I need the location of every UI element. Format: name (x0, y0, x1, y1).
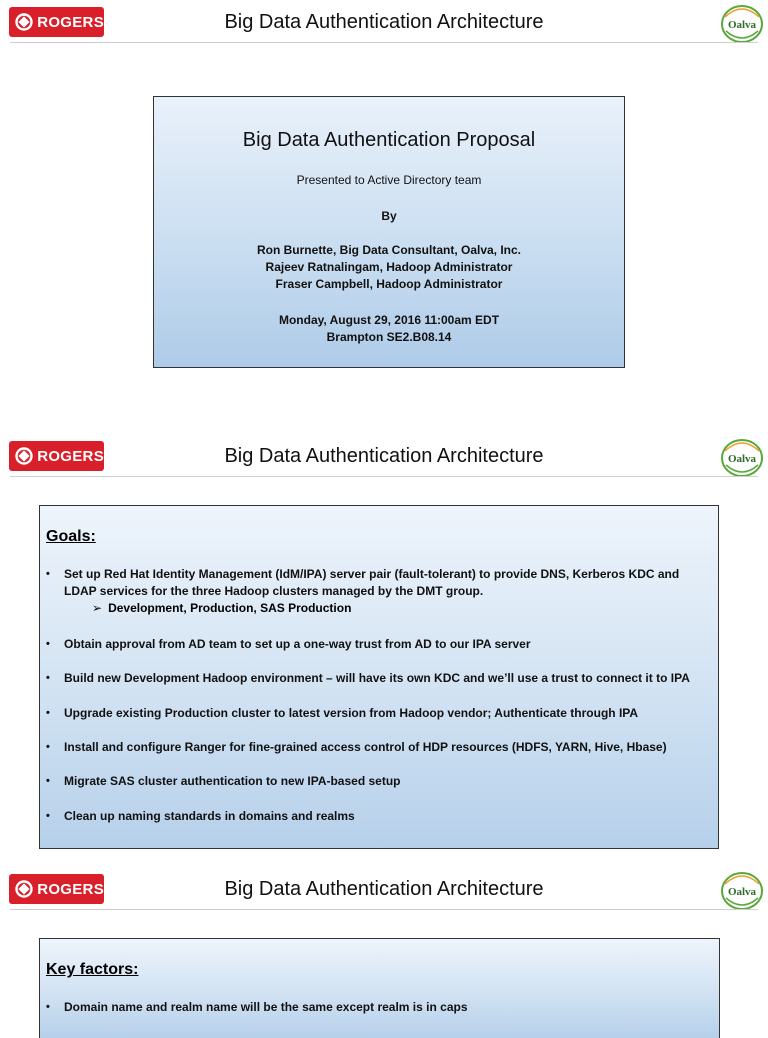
proposal-box (153, 96, 625, 368)
slide-1 (0, 0, 768, 400)
goals-box (39, 505, 719, 849)
list-item (46, 636, 710, 653)
slide-title: Big Data Authentication Architecture (224, 11, 544, 33)
bullet-icon: • (46, 810, 50, 822)
list-item (46, 670, 710, 687)
bullet-icon: • (46, 1001, 50, 1013)
header-divider (10, 42, 758, 43)
goal-text: Upgrade existing Production cluster to latest version from Hadoop vendor; Authenticate through IPA (64, 706, 639, 720)
presenter-3: Fraser Campbell, Hadoop Administrator (275, 277, 503, 291)
presenter-2: Rajeev Ratnalingam, Hadoop Administrator (265, 260, 513, 274)
key-factors-box (39, 938, 720, 1038)
oalva-logo (719, 870, 765, 912)
slide-2 (0, 434, 768, 866)
goals-heading: Goals: (46, 528, 96, 545)
presenter-1: Ron Burnette, Big Data Consultant, Oalva, Inc. (256, 243, 522, 257)
slide-header (0, 434, 768, 482)
goal-text: Obtain approval from AD team to set up a one-way trust from AD to our IPA server (64, 637, 531, 651)
presentation-date: Monday, August 29, 2016 11:00am EDT (278, 313, 500, 327)
oalva-logo-text: Oalva (727, 453, 757, 465)
presented-to: Presented to Active Directory team (296, 173, 482, 187)
oalva-logo-text: Oalva (727, 19, 757, 31)
goal-text: Migrate SAS cluster authentication to new IPA-based setup (64, 774, 401, 788)
slide-3 (0, 867, 768, 1024)
goal-text: Set up Red Hat Identity Management (IdM/IPA) server pair (fault-tolerant) to provide DNS, Kerberos KDC and LDAP services for the three Hadoop clusters managed by the DMT group. (64, 567, 680, 598)
bullet-icon: • (46, 741, 50, 753)
arrow-bullet-icon: ➢ (92, 601, 103, 615)
oalva-logo-text: Oalva (727, 886, 757, 898)
presentation-location: Brampton SE2.B08.14 (326, 330, 452, 344)
bullet-icon: • (46, 707, 50, 719)
bullet-icon: • (46, 638, 50, 650)
goal-text: Build new Development Hadoop environment – will have its own KDC and we’ll use a trust to connect it to IPA (64, 671, 690, 685)
list-item (46, 705, 710, 722)
oalva-logo (719, 437, 765, 479)
list-item (46, 999, 711, 1016)
rogers-logo-text: ROGERS (37, 880, 104, 898)
header-divider (10, 476, 758, 477)
list-item (46, 808, 710, 825)
goal-text: Clean up naming standards in domains and realms (64, 809, 355, 823)
bullet-icon: • (46, 775, 50, 787)
list-item (46, 739, 710, 756)
bullet-icon: • (46, 672, 50, 684)
oalva-logo (719, 3, 765, 45)
rogers-logo-text: ROGERS (37, 13, 104, 31)
key-factor-text: Domain name and realm name will be the same except realm is in caps (64, 1000, 468, 1014)
list-item (46, 773, 710, 790)
slide-header (0, 0, 768, 48)
slide-title: Big Data Authentication Architecture (224, 445, 544, 467)
key-factors-heading: Key factors: (46, 961, 139, 978)
sub-list-item (92, 600, 351, 617)
list-item (46, 566, 710, 600)
rogers-logo-text: ROGERS (37, 447, 104, 465)
bullet-icon: • (46, 568, 50, 580)
goal-text: Install and configure Ranger for fine-grained access control of HDP resources (HDFS, YARN, Hive, Hbase) (64, 740, 667, 754)
slide-title: Big Data Authentication Architecture (224, 878, 544, 900)
sub-goal-text: Development, Production, SAS Production (108, 601, 352, 615)
by-label: By (381, 209, 397, 223)
header-divider (10, 909, 758, 910)
slide-header (0, 867, 768, 915)
proposal-title: Big Data Authentication Proposal (242, 129, 536, 151)
